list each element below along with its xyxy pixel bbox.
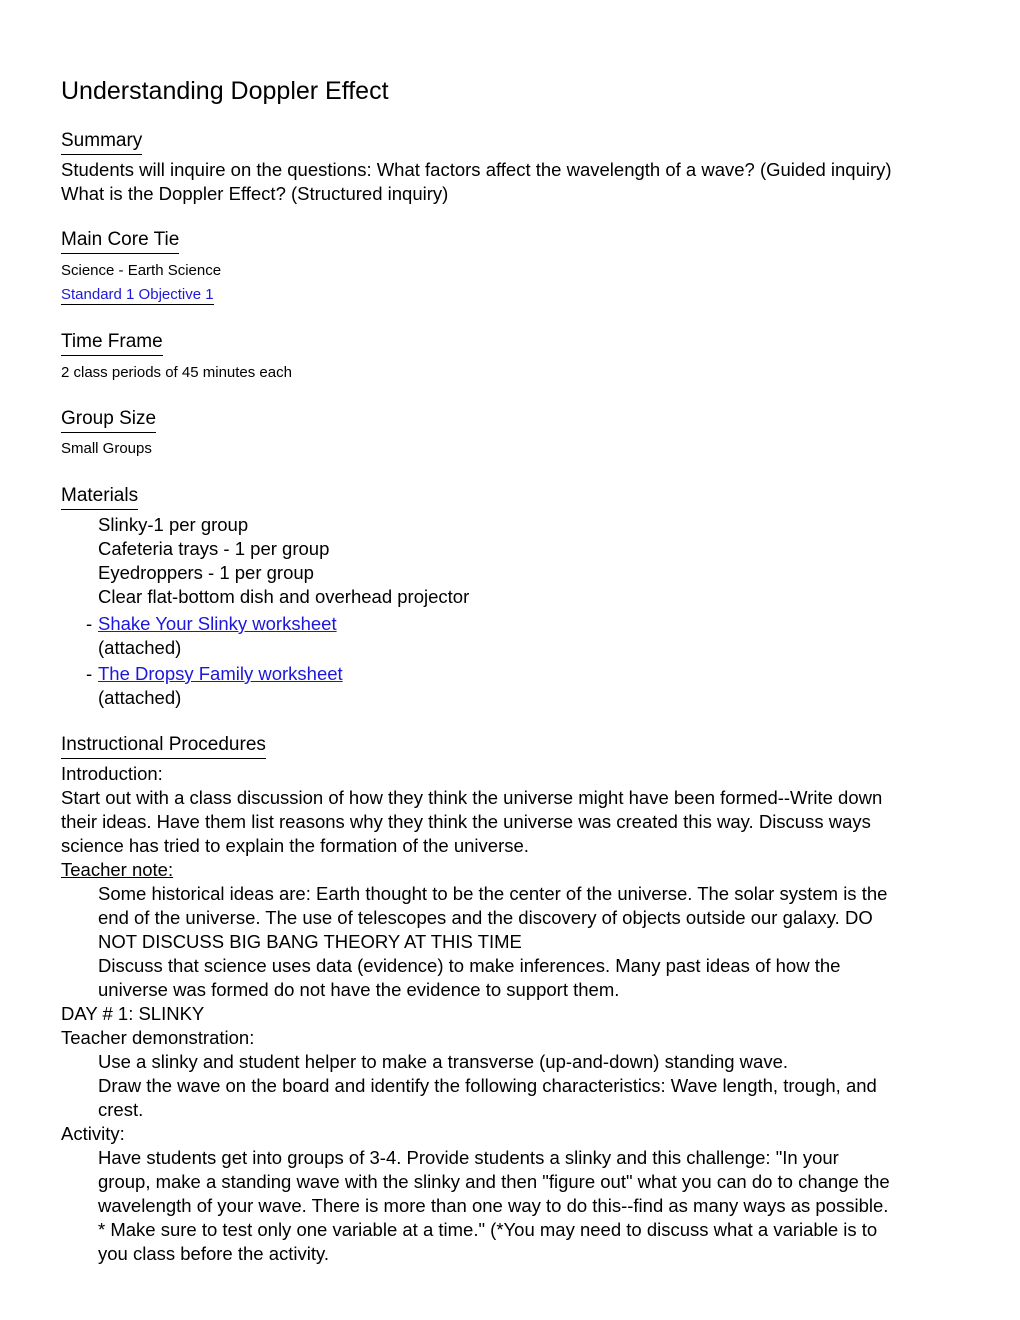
group-heading: Group Size [61,407,156,433]
note-line: Discuss that science uses data (evidence) to make inferences. Many past ideas of how the [98,955,841,976]
activity-line: * Make sure to test only one variable at a time." (*You may need to discuss what a variable is to [98,1219,878,1240]
dropsy-family-link[interactable]: The Dropsy Family worksheet [98,663,343,684]
worksheet2-line [98,662,343,686]
material-item: Eyedroppers - 1 per group [98,562,314,583]
intro-line: science has tried to explain the formation of the universe. [61,835,529,856]
note-line: NOT DISCUSS BIG BANG THEORY AT THIS TIME [98,931,522,952]
procedures-heading: Instructional Procedures [61,733,266,759]
activity-line: Have students get into groups of 3-4. Provide students a slinky and this challenge: "In your [98,1147,839,1168]
group-value: Small Groups [61,440,152,457]
time-value: 2 class periods of 45 minutes each [61,364,292,381]
summary-line-2: What is the Doppler Effect? (Structured inquiry) [61,183,449,204]
activity-line: you class before the activity. [98,1243,330,1264]
worksheet2-note: (attached) [98,687,182,708]
time-heading: Time Frame [61,330,163,356]
list-dash: - [86,613,93,634]
demo-line: Draw the wave on the board and identify the following characteristics: Wave length, trough, and [98,1075,877,1096]
core-subject: Science - Earth Science [61,262,222,279]
demo-line: Use a slinky and student helper to make a transverse (up-and-down) standing wave. [98,1051,789,1072]
material-item: Slinky-1 per group [98,514,249,535]
note-line: end of the universe. The use of telescopes and the discovery of objects outside our galaxy. DO [98,907,873,928]
shake-your-slinky-link[interactable]: Shake Your Slinky worksheet [98,613,337,634]
summary-line-1: Students will inquire on the questions: What factors affect the wavelength of a wave? (Guided inquiry) [61,159,892,180]
intro-line: their ideas. Have them list reasons why they think the universe was created this way. Discuss ways [61,811,871,832]
intro-line: Start out with a class discussion of how they think the universe might have been formed--Write down [61,787,883,808]
note-line: universe was formed do not have the evidence to support them. [98,979,620,1000]
teacher-note-label: Teacher note: [61,859,174,880]
material-item: Clear flat-bottom dish and overhead projector [98,586,470,607]
summary-heading: Summary [61,129,142,155]
activity-label: Activity: [61,1123,125,1144]
page-title: Understanding Doppler Effect [61,77,389,105]
activity-line: group, make a standing wave with the slinky and then "figure out" what you can do to change the [98,1171,890,1192]
worksheet1-note: (attached) [98,637,182,658]
worksheet1-line [98,612,337,636]
material-item: Cafeteria trays - 1 per group [98,538,330,559]
list-dash: - [86,663,93,684]
day1-label: DAY # 1: SLINKY [61,1003,205,1024]
core-heading: Main Core Tie [61,228,179,254]
materials-heading: Materials [61,484,138,510]
demo-line: crest. [98,1099,144,1120]
activity-line: wavelength of your wave. There is more than one way to do this--find as many ways as possible. [98,1195,889,1216]
standard-link[interactable]: Standard 1 Objective 1 [61,286,214,303]
note-line: Some historical ideas are: Earth thought to be the center of the universe. The solar system is the [98,883,888,904]
intro-label: Introduction: [61,763,163,784]
demo-label: Teacher demonstration: [61,1027,255,1048]
standard-link-wrapper [61,285,214,305]
